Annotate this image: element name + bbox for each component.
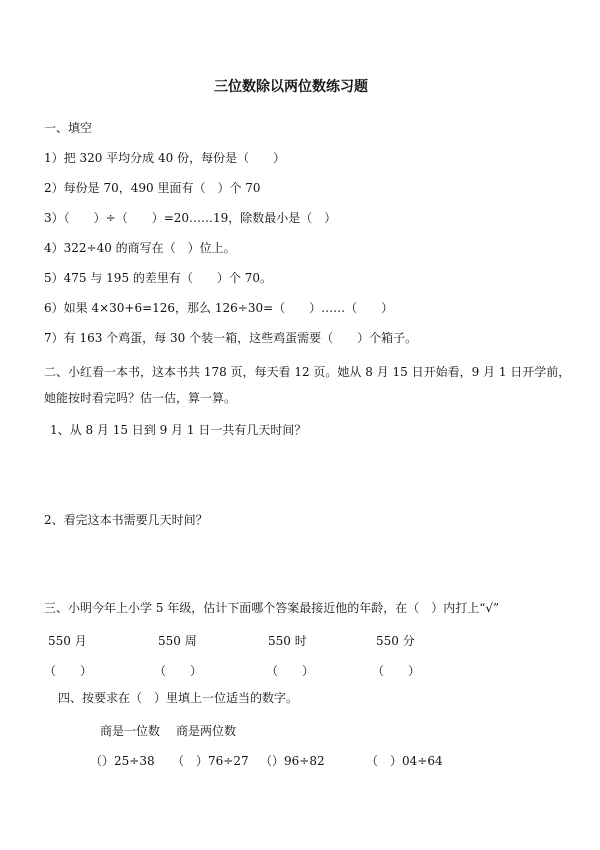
section2-sub-question-2: 2、看完这本书需要几天时间？ (44, 513, 208, 527)
section2-sub-question-1: 1、从 8 月 15 日到 9 月 1 日一共有几天时间？ (50, 423, 307, 437)
question-1: 1）把 320 平均分成 40 份，每份是（ ） (44, 151, 286, 165)
option-minutes: 550 分 (376, 634, 415, 648)
question-4: 4）322÷40 的商写在（ ）位上。 (44, 241, 236, 255)
page-title: 三位数除以两位数练习题 (214, 79, 368, 95)
question-7: 7）有 163 个鸡蛋，每 30 个装一箱，这些鸡蛋需要（ ）个箱子。 (44, 331, 418, 345)
section4-heading: 四、按要求在（ ）里填上一位适当的数字。 (58, 691, 299, 705)
answer-blank-hours: （ ） (266, 664, 315, 678)
option-months: 550 月 (48, 634, 87, 648)
answer-blank-weeks: （ ） (154, 664, 203, 678)
question-3: 3）（ ）÷（ ）=20……19，除数最小是（ ） (44, 211, 337, 225)
option-weeks: 550 周 (158, 634, 197, 648)
section2-line-1: 二、小红看一本书，这本书共 178 页，每天看 12 页。她从 8 月 15 日开始看，9 月 1 日开学前， (44, 365, 571, 379)
division-item-1: （）25÷38 (90, 754, 155, 768)
section1-heading: 一、填空 (44, 121, 93, 135)
question-2: 2）每份是 70，490 里面有（ ）个 70 (44, 181, 261, 195)
section3-heading: 三、小明今年上小学 5 年级，估计下面哪个答案最接近他的年龄，在（ ）内打上“√” (44, 601, 500, 615)
answer-blank-months: （ ） (44, 664, 93, 678)
section2-line-2: 她能按时看完吗？估一估，算一算。 (44, 391, 237, 405)
option-hours: 550 时 (268, 634, 307, 648)
answer-blank-minutes: （ ） (372, 664, 421, 678)
column-single-digit-quotient: 商是一位数 (100, 724, 161, 738)
question-5: 5）475 与 195 的差里有（ ）个 70。 (44, 271, 272, 285)
division-item-2: （ ）76÷27 (172, 754, 249, 768)
division-item-4: （ ）04÷64 (366, 754, 443, 768)
question-6: 6）如果 4×30+6=126，那么 126÷30=（ ）……（ ） (44, 301, 394, 315)
division-item-3: （）96÷82 (260, 754, 325, 768)
column-two-digit-quotient: 商是两位数 (176, 724, 237, 738)
